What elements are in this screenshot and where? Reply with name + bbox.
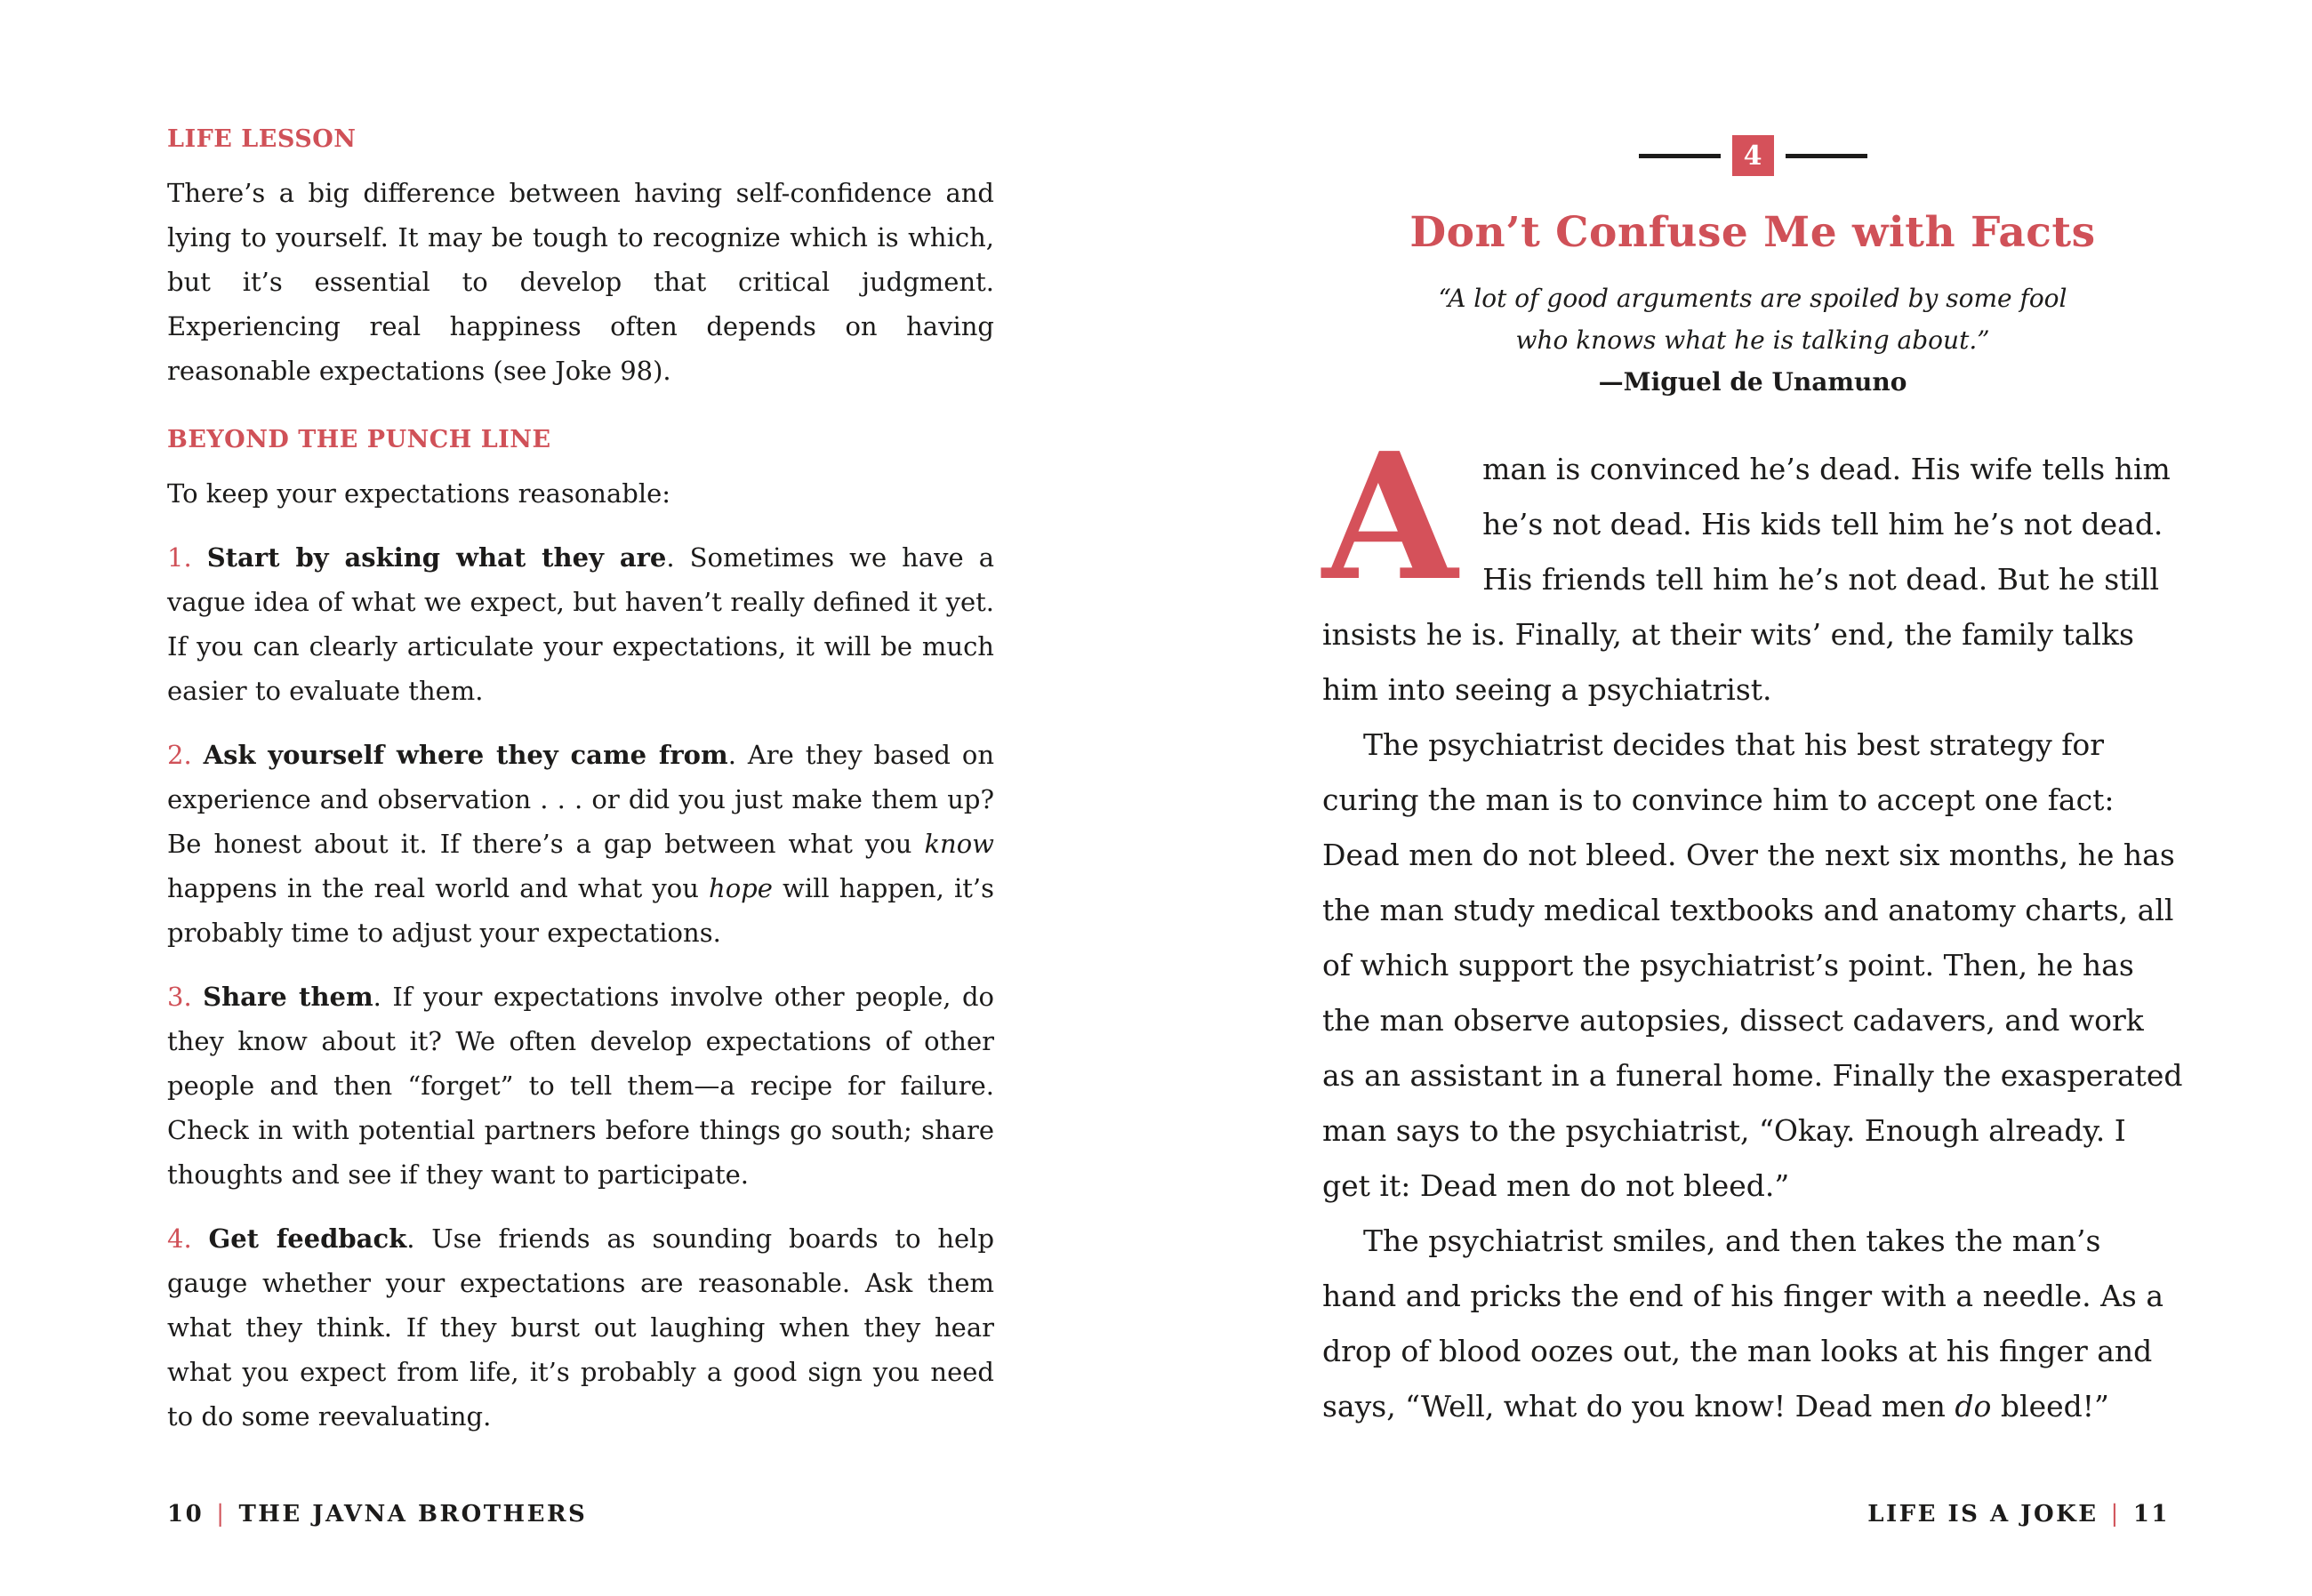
epigraph-line-2: who knows what he is talking about.” — [1515, 325, 1990, 355]
chapter-number-badge: 4 — [1732, 135, 1774, 176]
right-page-number: 11 — [2132, 1501, 2170, 1528]
text-run: . Use friends as sounding boards to help gauge whether your expectations are reasonable. Ask them what they think. If they burst out laughing when they hear what you expect from life, it’s probably a good sign you need to do some reevaluating. — [167, 1223, 995, 1432]
joke-story — [1322, 415, 2183, 1434]
text-run: 2. — [167, 740, 204, 770]
text-run: bleed!” — [1991, 1389, 2109, 1424]
left-page-number: 10 — [167, 1501, 205, 1528]
text-run: Get feedback — [208, 1223, 407, 1254]
right-page — [1156, 0, 2312, 1596]
right-page-footer — [1867, 1501, 2170, 1528]
story-paragraph-3 — [1322, 1214, 2183, 1434]
beyond-punch-line-heading: BEYOND THE PUNCH LINE — [167, 426, 551, 453]
text-run: 4. — [167, 1223, 209, 1254]
epigraph-attribution: —Miguel de Unamuno — [1598, 367, 1907, 397]
story-paragraph-2: The psychiatrist decides that his best strategy for curing the man is to convince him to accept one fact: Dead men do not bleed. Over the next six months, he has the man study medical textbooks and anatomy charts, all of which support the psychiatrist’s point. Then, he has the man observe autopsies, dissect cadavers, and work as an assistant in a funeral home. Finally the exasperated man says to the psychiatrist, “Okay. Enough already. I get it: Dead men do not bleed.” — [1322, 727, 2183, 1203]
epigraph-line-1: “A lot of good arguments are spoiled by some fool — [1438, 284, 2067, 313]
left-page-footer — [167, 1501, 587, 1528]
text-run: happens in the real world and what you — [167, 873, 710, 903]
text-run: The psychiatrist smiles, and then takes the man’s hand and pricks the end of his finger with a needle. As a drop of blood oozes out, the man looks at his finger and says, “Well, what do you know! Dead men — [1322, 1223, 2164, 1424]
text-run: 1. — [167, 542, 207, 573]
text-run: will happen, it’s probably time to adjust your expectations. — [167, 873, 994, 948]
text-run: Ask yourself where they came from — [203, 740, 728, 770]
text-run: . Sometimes we have a vague idea of what we expect, but haven’t really defined it yet. If you can clearly articulate your expectations, it will be much easier to evaluate them. — [167, 542, 994, 706]
running-head-author: THE JAVNA BROTHERS — [238, 1501, 588, 1528]
text-run: hope — [709, 873, 773, 903]
text-run: . Are they based on experience and observation . . . or did you just make them up? Be honest about it. If there’s a gap between what you — [167, 740, 995, 859]
life-lesson-heading: LIFE LESSON — [167, 125, 357, 153]
running-head-title: LIFE IS A JOKE — [1867, 1501, 2099, 1528]
ornament-rule-right — [1786, 154, 1867, 158]
text-run: do — [1955, 1389, 1992, 1424]
text-run: . If your expectations involve other people, do they know about it? We often develop expectations of other people and then “forget” to tell them—a recipe for failure. Check in with potential partners before things go south; share thoughts and see if they want to participate. — [167, 982, 994, 1190]
life-lesson-paragraph: There’s a big difference between having self-confidence and lying to yourself. It may be tough to recognize which is which, but it’s essential to develop that critical judgment. Experiencing real happiness often depends on having reasonable expectations (see Joke 98). — [167, 178, 994, 386]
story-paragraph-1-text: man is convinced he’s dead. His wife tells him he’s not dead. His kids tell him he’s not dead. His friends tell him he’s not dead. But he still insists he is. Finally, at their wits’ end, the family talks him into seeing a psychiatrist. — [1322, 452, 2171, 707]
chapter-title: Don’t Confuse Me with Facts — [1409, 208, 2096, 257]
tip-item-2 — [167, 733, 994, 955]
beyond-intro-line: To keep your expectations reasonable: — [167, 478, 671, 509]
ornament-rule-left — [1639, 154, 1721, 158]
story-paragraph-1 — [1322, 415, 2183, 718]
text-run: 3. — [167, 982, 204, 1012]
tip-item-4 — [167, 1216, 994, 1439]
text-run: Share them — [203, 982, 373, 1012]
chapter-ornament — [1322, 135, 2183, 176]
dropcap-letter: A — [1322, 415, 1458, 620]
text-run: Start by asking what they are — [206, 542, 667, 573]
footer-divider: | — [2110, 1501, 2121, 1528]
epigraph — [1322, 277, 2183, 403]
footer-divider: | — [216, 1501, 227, 1528]
tip-item-3 — [167, 974, 994, 1197]
text-run: know — [924, 829, 994, 859]
tip-item-1 — [167, 535, 994, 713]
